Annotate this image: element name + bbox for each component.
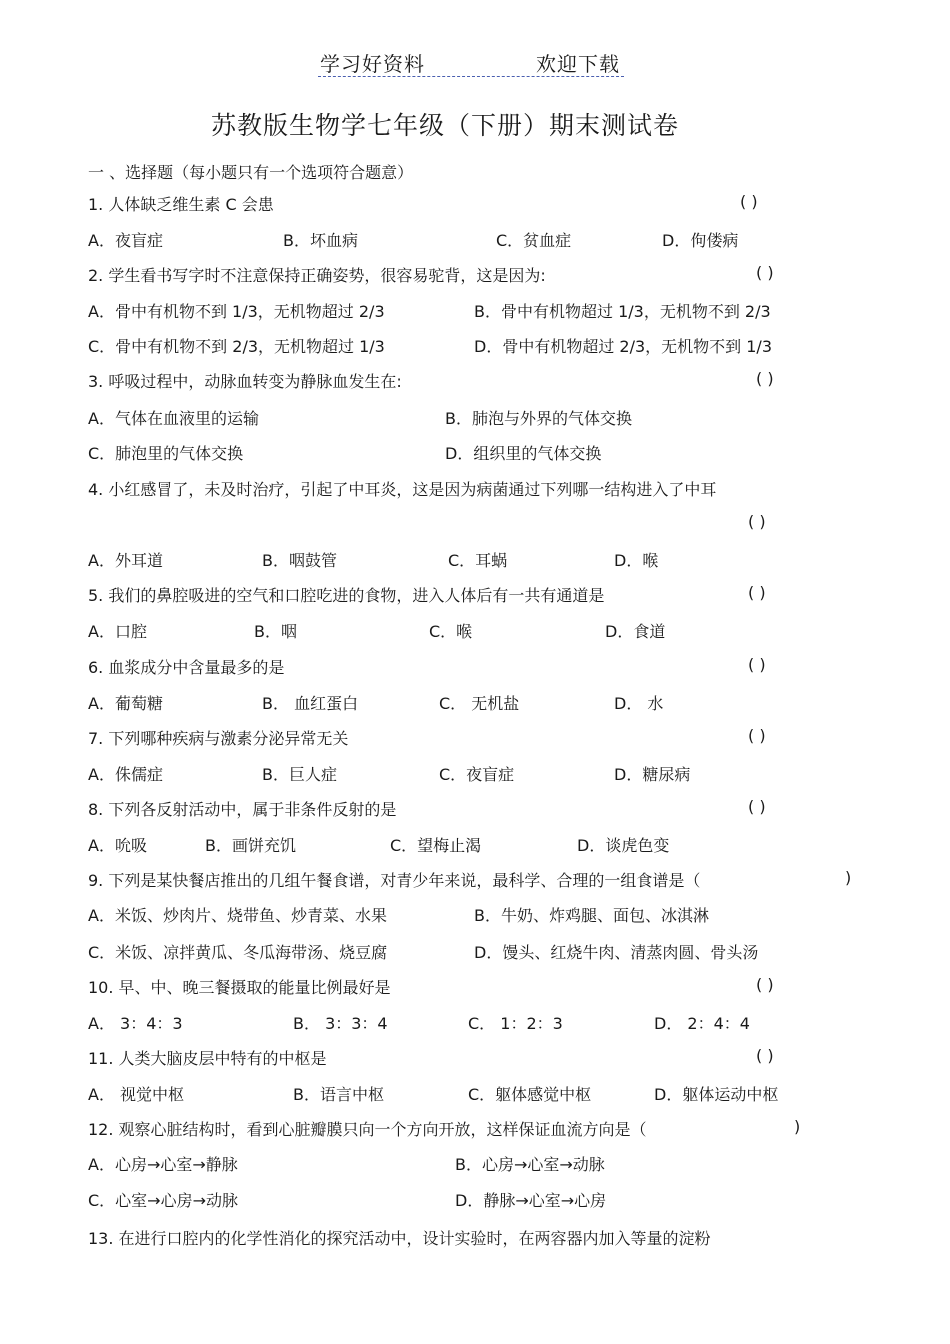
- question-line: [88, 903, 888, 929]
- question-line: [88, 1226, 888, 1252]
- line-segment: D．佝偻病: [662, 231, 739, 250]
- line-segment: C．骨中有机物不到 2/3，无机物超过 1/3: [88, 337, 385, 356]
- question-line: [88, 1011, 888, 1037]
- line-segment: ( ): [756, 975, 774, 994]
- page-header: [318, 46, 624, 77]
- question-line: [88, 1082, 888, 1108]
- line-segment: ( ): [748, 512, 766, 531]
- line-segment: ( ): [756, 369, 774, 388]
- line-segment: C．贫血症: [496, 231, 572, 250]
- line-segment: A．吮吸: [88, 836, 147, 855]
- line-segment: C．望梅止渴: [390, 836, 482, 855]
- question-line: [88, 441, 888, 467]
- question-line: [88, 1046, 888, 1072]
- line-segment: ( ): [748, 797, 766, 816]
- line-segment: ( ): [748, 655, 766, 674]
- line-segment: 12. 观察心脏结构时，看到心脏瓣膜只向一个方向开放，这样保证血流方向是（: [88, 1120, 647, 1139]
- line-segment: D． 2：4：4: [654, 1014, 750, 1033]
- question-line: [88, 762, 888, 788]
- line-segment: B．骨中有机物超过 1/3，无机物不到 2/3: [474, 302, 771, 321]
- line-segment: C．米饭、凉拌黄瓜、冬瓜海带汤、烧豆腐: [88, 943, 388, 962]
- line-segment: C． 1：2：3: [468, 1014, 563, 1033]
- line-segment: D．谈虎色变: [577, 836, 670, 855]
- line-segment: D．喉: [614, 551, 659, 570]
- line-segment: B．咽: [254, 622, 297, 641]
- question-line: [88, 263, 888, 289]
- question-line: [88, 406, 888, 432]
- line-segment: A．气体在血液里的运输: [88, 409, 259, 428]
- line-segment: ( ): [748, 726, 766, 745]
- question-line: [88, 299, 888, 325]
- question-line: [88, 477, 888, 503]
- line-segment: C．耳蜗: [448, 551, 508, 570]
- question-line: [88, 228, 888, 254]
- line-segment: B．牛奶、炸鸡腿、面包、冰淇淋: [474, 906, 709, 925]
- line-segment: D．食道: [605, 622, 666, 641]
- line-segment: A．夜盲症: [88, 231, 163, 250]
- line-segment: 9. 下列是某快餐店推出的几组午餐食谱，对青少年来说，最科学、合理的一组食谱是（: [88, 871, 701, 890]
- line-segment: ): [794, 1117, 801, 1136]
- line-segment: B． 3：3：4: [293, 1014, 388, 1033]
- question-line: [88, 940, 888, 966]
- question-line: [88, 583, 888, 609]
- question-line: [88, 369, 888, 395]
- line-segment: A． 3：4：3: [88, 1014, 183, 1033]
- line-segment: D． 水: [614, 694, 664, 713]
- question-line: [88, 192, 888, 218]
- line-segment: B．心房→心室→动脉: [455, 1155, 605, 1174]
- question-line: [88, 655, 888, 681]
- line-segment: 1. 人体缺乏维生素 C 会患: [88, 195, 274, 214]
- line-segment: 5. 我们的鼻腔吸进的空气和口腔吃进的食物，进入人体后有一共有通道是: [88, 586, 605, 605]
- question-line: [88, 1188, 888, 1214]
- line-segment: D．静脉→心室→心房: [455, 1191, 607, 1210]
- line-segment: 11. 人类大脑皮层中特有的中枢是: [88, 1049, 327, 1068]
- question-line: [88, 833, 888, 859]
- line-segment: A．心房→心室→静脉: [88, 1155, 238, 1174]
- line-segment: 7. 下列哪种疾病与激素分泌异常无关: [88, 729, 349, 748]
- line-segment: D．组织里的气体交换: [445, 444, 602, 463]
- line-segment: B．肺泡与外界的气体交换: [445, 409, 632, 428]
- line-segment: ): [845, 868, 852, 887]
- section-heading: 一 、选择题（每小题只有一个选项符合题意）: [88, 163, 414, 182]
- question-line: [88, 797, 888, 823]
- line-segment: D．躯体运动中枢: [654, 1085, 779, 1104]
- line-segment: B．坏血病: [283, 231, 358, 250]
- line-segment: ( ): [748, 583, 766, 602]
- question-line: [88, 1152, 888, 1178]
- line-segment: 10. 早、中、晚三餐摄取的能量比例最好是: [88, 978, 391, 997]
- line-segment: B．巨人症: [262, 765, 337, 784]
- line-segment: A． 视觉中枢: [88, 1085, 185, 1104]
- question-line: [88, 868, 888, 894]
- line-segment: C．喉: [429, 622, 473, 641]
- line-segment: ( ): [740, 192, 758, 211]
- line-segment: A．外耳道: [88, 551, 163, 570]
- question-line: [88, 334, 888, 360]
- question-line: [88, 1117, 888, 1143]
- line-segment: C．躯体感觉中枢: [468, 1085, 592, 1104]
- line-segment: 3. 呼吸过程中，动脉血转变为静脉血发生在:: [88, 372, 402, 391]
- line-segment: A．葡萄糖: [88, 694, 163, 713]
- line-segment: ( ): [756, 1046, 774, 1065]
- line-segment: C． 无机盐: [439, 694, 520, 713]
- question-line: [88, 619, 888, 645]
- line-segment: D．糖尿病: [614, 765, 691, 784]
- exam-title: 苏教版生物学七年级（下册）期末测试卷: [210, 111, 679, 140]
- line-segment: ( ): [756, 263, 774, 282]
- line-segment: B．咽鼓管: [262, 551, 337, 570]
- line-segment: A．骨中有机物不到 1/3，无机物超过 2/3: [88, 302, 385, 321]
- question-line: [88, 548, 888, 574]
- line-segment: C．心室→心房→动脉: [88, 1191, 238, 1210]
- line-segment: C．夜盲症: [439, 765, 515, 784]
- line-segment: 4. 小红感冒了，未及时治疗，引起了中耳炎，这是因为病菌通过下列哪一结构进入了中耳: [88, 480, 717, 499]
- line-segment: B．语言中枢: [293, 1085, 384, 1104]
- header-left-text: 学习好资料: [320, 52, 425, 76]
- header-right-text: 欢迎下载: [536, 52, 620, 76]
- line-segment: 8. 下列各反射活动中，属于非条件反射的是: [88, 800, 397, 819]
- question-line: [88, 726, 888, 752]
- line-segment: D．骨中有机物超过 2/3，无机物不到 1/3: [474, 337, 772, 356]
- question-line: [88, 975, 888, 1001]
- question-line: [88, 512, 888, 538]
- line-segment: 13. 在进行口腔内的化学性消化的探究活动中，设计实验时，在两容器内加入等量的淀粉: [88, 1229, 711, 1248]
- line-segment: C．肺泡里的气体交换: [88, 444, 244, 463]
- line-segment: A．口腔: [88, 622, 147, 641]
- line-segment: 6. 血浆成分中含量最多的是: [88, 658, 285, 677]
- line-segment: 2. 学生看书写字时不注意保持正确姿势，很容易驼背，这是因为:: [88, 266, 546, 285]
- line-segment: D．馒头、红烧牛肉、清蒸肉圆、骨头汤: [474, 943, 759, 962]
- line-segment: B． 血红蛋白: [262, 694, 359, 713]
- line-segment: B．画饼充饥: [205, 836, 296, 855]
- line-segment: A．米饭、炒肉片、烧带鱼、炒青菜、水果: [88, 906, 387, 925]
- line-segment: A．侏儒症: [88, 765, 163, 784]
- question-line: [88, 691, 888, 717]
